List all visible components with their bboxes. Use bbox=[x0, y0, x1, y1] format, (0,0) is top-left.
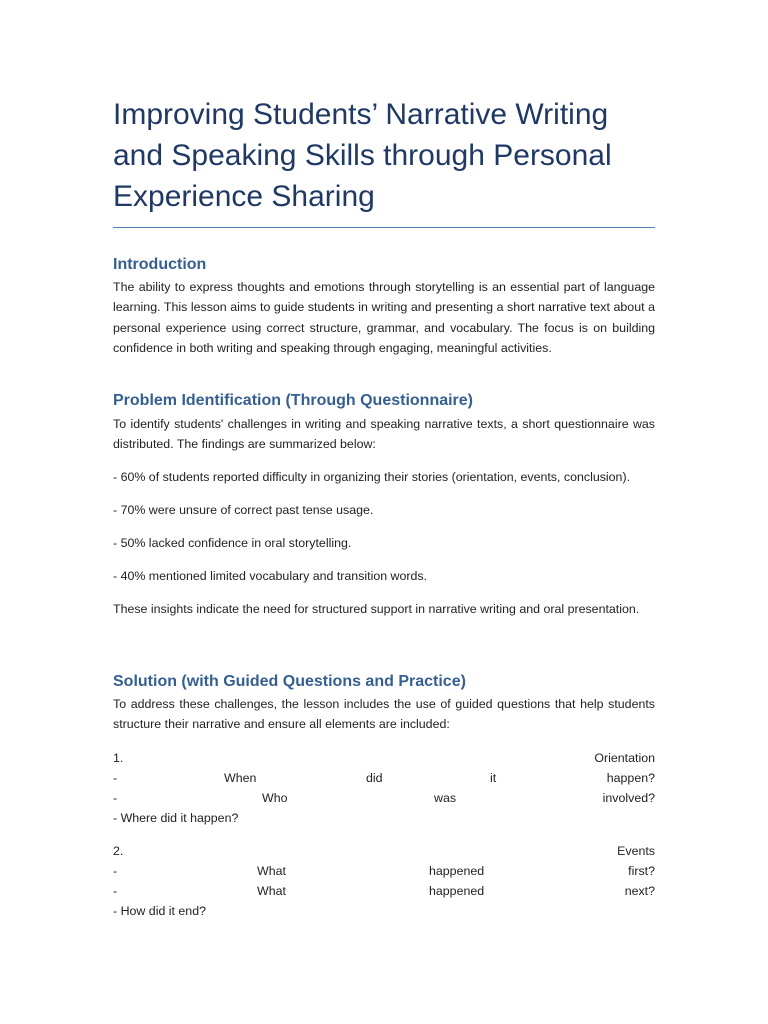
question-word: What bbox=[257, 884, 286, 898]
events-header-row bbox=[113, 841, 655, 861]
question-word: involved? bbox=[602, 791, 655, 805]
question-word: What bbox=[257, 864, 286, 878]
problem-paragraph: To identify students' challenges in writing and speaking narrative texts, a short questionnaire was distributed. The findings are summarized below: bbox=[113, 417, 655, 452]
events-question-row bbox=[113, 861, 655, 881]
question-word: next? bbox=[624, 884, 655, 898]
events-question-row bbox=[113, 901, 655, 921]
finding-item: - 60% of students reported difficulty in organizing their stories (orientation, events, conclusion). bbox=[113, 470, 631, 484]
orientation-question-row bbox=[113, 788, 655, 808]
solution-paragraph: To address these challenges, the lesson includes the use of guided questions that help students structure their narrative and ensure all elements are included: bbox=[113, 697, 655, 732]
question-word: happen? bbox=[606, 771, 655, 785]
finding-item: - 40% mentioned limited vocabulary and transition words. bbox=[113, 569, 428, 583]
orientation-question-row bbox=[113, 768, 655, 788]
question-word: was bbox=[434, 791, 457, 805]
finding-item: - 50% lacked confidence in oral storytelling. bbox=[113, 536, 352, 550]
question-word: did bbox=[366, 771, 383, 785]
problem-heading: Problem Identification (Through Questionnaire) bbox=[113, 392, 474, 409]
question-word: - bbox=[113, 791, 118, 805]
document-body bbox=[113, 94, 655, 918]
solution-heading: Solution (with Guided Questions and Practice) bbox=[113, 673, 466, 690]
question-word: Who bbox=[262, 791, 288, 805]
insight-paragraph: These insights indicate the need for structured support in narrative writing and oral presentation. bbox=[113, 602, 640, 616]
orientation-label: Orientation bbox=[594, 751, 655, 765]
introduction-paragraph: The ability to express thoughts and emotions through storytelling is an essential part of language learning. This lesson aims to guide students in writing and presenting a short narrative text about a personal experience using correct structure, grammar, and vocabulary. The focus is on building confidence in both writing and speaking through engaging, meaningful activities. bbox=[113, 280, 655, 356]
question-word: - bbox=[113, 771, 118, 785]
page-title: Improving Students’ Narrative Writing and Speaking Skills through Personal Experience Sharing bbox=[113, 94, 655, 228]
question-word: first? bbox=[628, 864, 655, 878]
question-text: - Where did it happen? bbox=[113, 811, 239, 825]
question-word: happened bbox=[429, 884, 485, 898]
question-text: - How did it end? bbox=[113, 904, 206, 918]
orientation-header-row bbox=[113, 748, 655, 768]
finding-item: - 70% were unsure of correct past tense usage. bbox=[113, 503, 374, 517]
events-label: Events bbox=[617, 844, 655, 858]
question-word: - bbox=[113, 864, 118, 878]
question-word: When bbox=[224, 771, 257, 785]
introduction-heading: Introduction bbox=[113, 256, 207, 273]
question-word: - bbox=[113, 884, 118, 898]
events-number: 2. bbox=[113, 844, 124, 858]
events-question-row bbox=[113, 881, 655, 901]
question-word: it bbox=[490, 771, 497, 785]
orientation-number: 1. bbox=[113, 751, 124, 765]
orientation-question-row bbox=[113, 808, 655, 828]
question-word: happened bbox=[429, 864, 485, 878]
